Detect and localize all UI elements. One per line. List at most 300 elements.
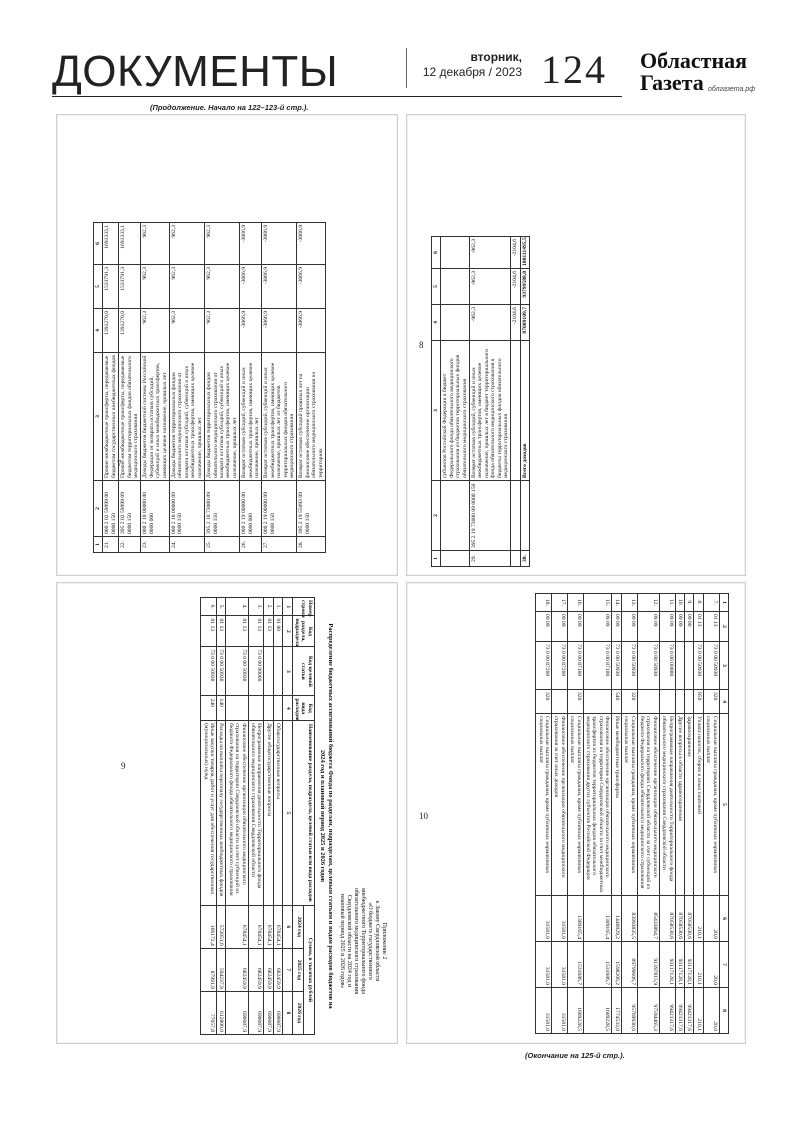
sheet10-cell: 7. bbox=[703, 594, 719, 612]
sheet10-cell: 73 0 00 50930 bbox=[637, 642, 659, 690]
sheet10-cell bbox=[552, 690, 568, 714]
sheet7-cell: 1391270,0 bbox=[119, 309, 141, 353]
sheet10-cell: 1689228,5 bbox=[567, 988, 583, 1034]
sheet10-cell: 1440029,2 bbox=[612, 896, 621, 942]
col-year-2026: 2026 год bbox=[292, 991, 303, 1034]
sheet9-cell: 4. bbox=[226, 598, 248, 616]
sheet9-cell: 240 bbox=[201, 696, 217, 721]
sheet10-cell: 8. bbox=[694, 594, 703, 612]
sheet7-cell: 25. bbox=[205, 537, 240, 553]
sheet10-cell: 31581,0 bbox=[552, 942, 568, 988]
table-row bbox=[470, 237, 511, 567]
sheet10-cell: 73 0 00 50930 bbox=[694, 642, 703, 690]
table-row bbox=[297, 223, 326, 553]
sheet7-cell: 000 2 02 59999 00 0000 150 bbox=[103, 481, 119, 537]
sheet7-col-num: 2 bbox=[94, 481, 103, 537]
sheet8-col-num: 5 bbox=[432, 269, 441, 305]
sheet9-cell: 6. bbox=[201, 598, 217, 616]
sheet10-cell: Социальные выплаты гражданам, кроме публичных нормативных социальных выплат bbox=[703, 714, 719, 896]
newspaper-page-number: 124 bbox=[541, 47, 607, 92]
sheet8-col-num: 4 bbox=[432, 305, 441, 341]
sheet7-cell: 962,3 bbox=[141, 309, 170, 353]
sheet7-cell: Прочие межбюджетные трансферты, передаваемые бюджетам государственных внебюджетных фондов bbox=[103, 353, 119, 481]
sheet7-cell: 28. bbox=[297, 537, 326, 553]
sheet10-col-num: 6 bbox=[719, 896, 728, 942]
sheet8-cell: субъектов Российской Федерации в бюджет Федерального фонда обязательного медицинского страхования из бюджетов территориальных фондов обязательного медицинского страхования bbox=[441, 341, 470, 481]
sheet7-cell: 000 2 18 00000 09 0000 150 bbox=[170, 481, 205, 537]
issue-day: 12 декабря / 2023 bbox=[422, 65, 522, 79]
sheet8-cell: 395 2 19 73000 09 0000 150 bbox=[470, 481, 511, 551]
sheet9-cell: 690087,9 bbox=[264, 991, 273, 1034]
sheet10-cell: 93117128,1 bbox=[684, 942, 693, 988]
sheet10-cell: 09 09 bbox=[621, 612, 637, 642]
sheet10-cell: 83993835,5 bbox=[621, 896, 637, 942]
revenue-table-sheet-7 bbox=[93, 222, 326, 553]
sheet-page-number: 10 bbox=[419, 811, 428, 821]
sheet7-cell: -3066,9 bbox=[297, 223, 326, 265]
sheet8-cell: 100111495,5 bbox=[520, 237, 529, 269]
table-row bbox=[201, 598, 217, 1035]
sheet10-cell: 16. bbox=[567, 594, 583, 612]
sheet10-cell: Социальные выплаты гражданам, кроме публичных нормативных социальных выплат bbox=[621, 714, 637, 896]
sheet7-cell: 1533791,3 bbox=[119, 265, 141, 309]
sheet10-col-num: 7 bbox=[719, 942, 728, 988]
expenses-table-sheet-10 bbox=[535, 593, 729, 1034]
sheet10-cell: 20,0 bbox=[703, 896, 719, 942]
sheet10-cell: 95769930,6 bbox=[621, 988, 637, 1034]
sheet9-cell: Другие общегосударственные вопросы bbox=[264, 721, 273, 906]
sheet8-cell: -2104,6 bbox=[511, 269, 520, 305]
sheet10-cell: 09 09 bbox=[583, 612, 612, 642]
sheet7-cell: 27. bbox=[262, 537, 297, 553]
sheet7-cell: -3066,9 bbox=[240, 309, 262, 353]
sheet10-cell: 09 09 bbox=[552, 612, 568, 642]
sheet9-col-num: 4 bbox=[283, 696, 292, 721]
table-title: Распределение бюджетных ассигнований бюджета Фонда по разделам, подразделам, целевым статьям и видам расходов бюджетов на 2024 год и плановый период 2025 и 2026 годов bbox=[319, 623, 334, 1009]
sheet10-cell: 210,1 bbox=[694, 942, 703, 988]
sheet10-cell: 01 13 bbox=[703, 612, 719, 642]
sheet7-col-num: 5 bbox=[94, 265, 103, 309]
sheet10-cell: 12. bbox=[637, 594, 659, 612]
sheet9-cell: 01 00 bbox=[273, 616, 282, 647]
sheet7-cell: Доходы бюджетов территориальных фондов обязательного медицинского страхования от возврата остатков субсидий, субвенций и иных межбюджетных трансфертов, имеющих целевое назначение, прошлых лет bbox=[205, 353, 240, 481]
sheet10-cell: Социальные выплаты гражданам, кроме публичных нормативных социальных выплат bbox=[536, 714, 552, 896]
sheet8-cell: Возврат остатков субсидий, субвенций и иных межбюджетных трансфертов, имеющих целевое назначение, прошлых лет в бюджет территориального фонда обязательного медицинского страхования в бюджеты территориальных фондов обязательного медицинского страхования bbox=[470, 341, 511, 481]
sheet7-cell: 000 2 19 00000 00 0000 000 bbox=[240, 481, 262, 537]
sheet7-cell: 000 2 18 00000 00 0000 000 bbox=[141, 481, 170, 537]
sheet10-cell: 320 bbox=[536, 690, 552, 714]
sheet10-cell: 87058530,6 bbox=[659, 896, 675, 942]
sheet9-col-num: 5 bbox=[283, 721, 292, 906]
sheet10-cell: 1389165,4 bbox=[583, 896, 612, 942]
sheet10-cell bbox=[583, 690, 612, 714]
sheet7-cell: 395 2 19 55093 09 0000 150 bbox=[297, 481, 326, 537]
sheet10-cell bbox=[684, 642, 693, 690]
table-row bbox=[659, 594, 675, 1034]
sheet7-cell: 21. bbox=[103, 537, 119, 553]
sheet7-col-num: 1 bbox=[94, 537, 103, 553]
sheet7-col-num: 4 bbox=[94, 309, 103, 353]
sheet10-cell: 20,0 bbox=[703, 988, 719, 1034]
expenses-table-sheet-9 bbox=[200, 597, 315, 1035]
sheet10-cell: 73 0 00 50930 bbox=[703, 642, 719, 690]
sheet7-cell: 962,3 bbox=[205, 265, 240, 309]
sheet10-cell bbox=[675, 690, 684, 714]
sheet10-col-num: 8 bbox=[719, 988, 728, 1034]
sheet8-col-num: 1 bbox=[432, 551, 441, 567]
sheet7-cell: 23. bbox=[141, 537, 170, 553]
sheet7-cell: 1691333,1 bbox=[119, 223, 141, 265]
sheet9-cell: 3. bbox=[248, 598, 264, 616]
sheet9-cell bbox=[264, 647, 273, 696]
sheet10-cell: 99421317,6 bbox=[659, 988, 675, 1034]
sheet10-cell: 9. bbox=[684, 594, 693, 612]
sheet10-cell: 14. bbox=[612, 594, 621, 612]
section-title: ДОКУМЕНТЫ bbox=[52, 47, 339, 96]
sheet10-col-num: 1 bbox=[719, 594, 728, 612]
sheet9-cell bbox=[273, 696, 282, 721]
sheet10-cell: Финансовое обеспечение организации обязательного медицинского страхования на территории Свердловской области за счет межбюджетных трансфертов из бюджетов территориальных фондов обязательного медицинского страхования других субъектов Российской Федерации bbox=[583, 714, 612, 896]
sheet8-cell: 87609109,7 bbox=[520, 305, 529, 341]
issue-weekday: вторник, bbox=[470, 50, 522, 64]
sheet10-cell bbox=[675, 642, 684, 690]
logo-site: облгазета.рф bbox=[708, 86, 756, 93]
sheet8-cell: -2104,6 bbox=[511, 237, 520, 269]
sheet-page-number: 8 bbox=[419, 340, 424, 350]
sheet9-cell: 01 13 bbox=[201, 616, 217, 647]
scan-sheet-9 bbox=[56, 582, 398, 1044]
sheet9-cell: 77057,8 bbox=[201, 991, 217, 1034]
sheet10-cell: Финансовое обеспечение организации обязательного медицинского страхования на территориях Свердловской области за счет субвенций из бюджета Федерального фонда обязательного медицинского страхования bbox=[637, 714, 659, 896]
table-row bbox=[703, 594, 719, 1034]
sheet10-cell: 73 0 00 87100 bbox=[567, 642, 583, 690]
sheet7-cell: 395 2 02 59999 09 0000 150 bbox=[119, 481, 141, 537]
sheet7-cell: Возврат остатков субсидий, субвенций и иных межбюджетных трансфертов, имеющих целевое назначение, прошлых лет bbox=[240, 353, 262, 481]
sheet8-col-num: 6 bbox=[432, 237, 441, 269]
sheet10-cell: 01 13 bbox=[694, 612, 703, 642]
sheet9-cell: 73 0 00 50930 bbox=[226, 647, 248, 696]
sheet9-cell: 682459,9 bbox=[264, 948, 273, 991]
sheet8-cell bbox=[441, 269, 470, 305]
sheet9-cell: 682459,9 bbox=[273, 948, 282, 991]
sheet10-cell: 73 0 00 87200 bbox=[552, 642, 568, 690]
sheet9-cell: 678454,1 bbox=[248, 905, 264, 948]
continued-from-note: (Продолжение. Начало на 122–123-й стр.). bbox=[150, 103, 309, 112]
sheet10-cell: 09 00 bbox=[684, 612, 693, 642]
sheet7-col-num: 6 bbox=[94, 223, 103, 265]
sheet10-cell: 1531686,7 bbox=[583, 942, 612, 988]
sheet9-cell: 682459,9 bbox=[248, 948, 264, 991]
sheet10-cell: 09 09 bbox=[612, 612, 621, 642]
sheet10-cell: 73 0 00 87100 bbox=[583, 642, 612, 690]
sheet10-cell bbox=[659, 690, 675, 714]
sheet10-cell: Иные межбюджетные трансферты bbox=[612, 714, 621, 896]
sheet8-cell: 30. bbox=[520, 551, 529, 567]
continued-to-note: (Окончание на 125-й стр.). bbox=[525, 1051, 625, 1060]
sheet8-cell: 29. bbox=[470, 551, 511, 567]
sheet-9-content bbox=[87, 597, 387, 1035]
sheet9-cell: 594237,9 bbox=[216, 948, 225, 991]
sheet9-cell: 678454,1 bbox=[264, 905, 273, 948]
col-expense-type: Код вида расходов bbox=[292, 696, 314, 721]
sheet10-cell: 11. bbox=[659, 594, 675, 612]
sheet10-cell: 1389165,4 bbox=[567, 896, 583, 942]
table-row bbox=[262, 223, 297, 553]
sheet10-cell: 13. bbox=[621, 594, 637, 612]
table-row bbox=[240, 223, 262, 553]
sheet-8-content bbox=[431, 237, 571, 567]
sheet10-cell: Непрограммные направления деятельности Территориального фонда обязательного медицинского страхования Свердловской области bbox=[659, 714, 675, 896]
sheet8-cell bbox=[441, 237, 470, 269]
sheet-10-content bbox=[443, 593, 729, 1033]
sheet7-cell: Возврат остатков субсидий, субвенций и иных межбюджетных трансфертов, имеющих целевое назначение, прошлых лет из бюджетов территориальных фондов обязательного медицинского страхования bbox=[262, 353, 297, 481]
sheet8-cell bbox=[441, 305, 470, 341]
sheet8-cell: Всего доходов bbox=[520, 341, 529, 481]
sheet10-cell: 20,0 bbox=[703, 942, 719, 988]
sheet8-col-num: 2 bbox=[432, 481, 441, 551]
sheet9-cell bbox=[226, 696, 248, 721]
sheet9-col-num: 7 bbox=[283, 948, 292, 991]
table-row bbox=[536, 594, 552, 1034]
sheet7-cell: -3066,9 bbox=[240, 223, 262, 265]
sheet9-col-num: 6 bbox=[283, 905, 292, 948]
sheet10-cell: 320 bbox=[703, 690, 719, 714]
table-row bbox=[141, 223, 170, 553]
sheet10-cell: 31581,0 bbox=[552, 988, 568, 1034]
sheet10-cell: 31581,0 bbox=[552, 896, 568, 942]
sheet9-cell: 678454,1 bbox=[273, 905, 282, 948]
table-row bbox=[583, 594, 612, 1034]
sheet7-col-num: 3 bbox=[94, 353, 103, 481]
sheet8-cell bbox=[441, 481, 470, 551]
col-target-code: Код целевой статьи bbox=[292, 647, 314, 696]
table-row bbox=[119, 223, 141, 553]
sheet9-cell bbox=[273, 647, 282, 696]
table-row bbox=[170, 223, 205, 553]
sheet7-cell: 962,3 bbox=[205, 309, 240, 353]
col-year-2025: 2025 год bbox=[292, 948, 303, 991]
sheet10-cell: 1774533,0 bbox=[612, 988, 621, 1034]
masthead-rule bbox=[52, 96, 622, 97]
sheet9-cell: 01 13 bbox=[216, 616, 225, 647]
sheet9-col-num: 1 bbox=[283, 598, 292, 616]
sheet9-cell: 1. bbox=[273, 598, 282, 616]
sheet9-cell: 690087,9 bbox=[248, 991, 264, 1034]
sheet7-cell: -3066,9 bbox=[262, 309, 297, 353]
sheet9-cell bbox=[248, 696, 264, 721]
sheet10-cell: 31581,0 bbox=[536, 988, 552, 1034]
sheet9-cell: 73 0 00 50930 bbox=[216, 647, 225, 696]
sheet10-cell: 93117128,1 bbox=[659, 942, 675, 988]
sheet10-cell: Финансовое обеспечение организации обязательного медицинского страхования за счет иных доходов bbox=[552, 714, 568, 896]
col-sum: Сумма, в тысячах рублей bbox=[303, 905, 314, 1034]
sheet10-cell: 09 09 bbox=[536, 612, 552, 642]
sheet10-cell: 1598206,2 bbox=[612, 942, 621, 988]
sheet9-cell: 73 0 00 50930 bbox=[201, 647, 217, 696]
table-row bbox=[248, 598, 264, 1035]
sheet8-cell bbox=[520, 481, 529, 551]
sheet7-cell: 1533791,3 bbox=[103, 265, 119, 309]
table-row bbox=[511, 237, 520, 567]
table-row bbox=[612, 594, 621, 1034]
sheet9-cell: 690087,9 bbox=[226, 991, 248, 1034]
sheet8-cell bbox=[441, 551, 470, 567]
masthead-divider bbox=[406, 48, 407, 88]
sheet9-cell: 87991,9 bbox=[201, 948, 217, 991]
sheet7-cell: Возврат остатков субсидий прошлых лет на финансовое обеспечение организации обязательного медицинского страхования на территориях bbox=[297, 353, 326, 481]
sheet10-cell: 73 0 00 50930 bbox=[612, 642, 621, 690]
sheet7-cell: -3066,9 bbox=[262, 223, 297, 265]
sheet10-col-num: 3 bbox=[719, 642, 728, 690]
sheet10-cell: 540 bbox=[612, 690, 621, 714]
sheet10-cell: 87058530,6 bbox=[675, 896, 684, 942]
sheet8-cell: 93799588,0 bbox=[520, 269, 529, 305]
sheet-page-number: 9 bbox=[121, 761, 126, 771]
sheet9-cell bbox=[264, 696, 273, 721]
sheet8-cell: -2104,6 bbox=[511, 305, 520, 341]
sheet10-col-num: 2 bbox=[719, 612, 728, 642]
sheet8-cell: -962,3 bbox=[470, 269, 511, 305]
sheet8-cell: -962,3 bbox=[470, 305, 511, 341]
sheet10-cell: 1689228,5 bbox=[583, 988, 612, 1034]
sheet9-cell: 5. bbox=[216, 598, 225, 616]
sheet10-cell bbox=[637, 690, 659, 714]
sheet10-cell: 320 bbox=[567, 690, 583, 714]
sheet7-cell: -3066,9 bbox=[240, 265, 262, 309]
sheet9-cell: 140 bbox=[216, 696, 225, 721]
logo-line-1: Областная bbox=[640, 48, 748, 73]
appendix-note: Приложение 2 к Закону Свердловской области «О бюджете государственного внебюджетного Территориального фонда обязательного медицинского страхования Свердловской области на 2024 год и плановый период 2025 и 2026 годов» bbox=[339, 887, 387, 995]
sheet10-cell: 09 09 bbox=[659, 612, 675, 642]
revenue-table-sheet-8 bbox=[431, 236, 530, 567]
sheet10-cell: 320 bbox=[621, 690, 637, 714]
sheet10-cell: 31581,0 bbox=[536, 942, 552, 988]
sheet7-cell: 24. bbox=[170, 537, 205, 553]
sheet10-cell: Другие вопросы в области здравоохранения bbox=[675, 714, 684, 896]
col-row-number: Номер строки bbox=[292, 598, 314, 616]
sheet10-cell: 210,1 bbox=[694, 988, 703, 1034]
sheet7-cell: Прочие межбюджетные трансферты, передаваемые бюджетам территориальных фондов обязательного медицинского страхования bbox=[119, 353, 141, 481]
sheet8-cell: -962,3 bbox=[470, 237, 511, 269]
scan-sheet-10 bbox=[406, 582, 746, 1044]
sheet10-cell: 93117128,1 bbox=[675, 942, 684, 988]
sheet10-cell: 17. bbox=[552, 594, 568, 612]
table-row bbox=[637, 594, 659, 1034]
sheet10-cell: 73 0 00 00000 bbox=[659, 642, 675, 690]
table-row bbox=[520, 237, 529, 567]
table-row bbox=[273, 598, 282, 1035]
sheet10-cell: 89799606,7 bbox=[621, 942, 637, 988]
table-row bbox=[694, 594, 703, 1034]
sheet10-cell: 15. bbox=[583, 594, 612, 612]
sheet10-cell: 73 0 00 87200 bbox=[536, 642, 552, 690]
sheet7-cell: 22. bbox=[119, 537, 141, 553]
table-row bbox=[552, 594, 568, 1034]
scan-sheet-8 bbox=[406, 114, 746, 576]
sheet8-cell bbox=[511, 481, 520, 551]
sheet9-cell: Непрограммные направления деятельности Территориального фонда обязательного медицинского страхования Свердловской области bbox=[248, 721, 264, 906]
sheet10-cell: 210,1 bbox=[694, 896, 703, 942]
sheet10-cell: 31581,0 bbox=[536, 896, 552, 942]
table-row bbox=[205, 223, 240, 553]
sheet10-cell: 73 0 00 50930 bbox=[621, 642, 637, 690]
sheet9-cell: 572051,6 bbox=[216, 905, 225, 948]
sheet9-cell: 106172,4 bbox=[201, 905, 217, 948]
sheet8-col-num: 3 bbox=[432, 341, 441, 481]
sheet10-cell: 87058530,6 bbox=[684, 896, 693, 942]
logo-line-2: Газета bbox=[640, 70, 704, 95]
sheet10-col-num: 5 bbox=[719, 714, 728, 896]
sheet9-col-num: 3 bbox=[283, 647, 292, 696]
sheet9-col-num: 8 bbox=[283, 991, 292, 1034]
sheet10-cell: Социальные выплаты гражданам, кроме публичных нормативных социальных выплат bbox=[567, 714, 583, 896]
sheet7-cell: 962,3 bbox=[170, 309, 205, 353]
sheet7-cell: -3066,9 bbox=[297, 309, 326, 353]
table-row bbox=[684, 594, 693, 1034]
sheet7-cell: Доходы бюджетов территориальных фондов обязательного медицинского страхования от возврата остатков субсидий, субвенций и иных межбюджетных трансфертов, имеющих целевое назначение, прошлых лет bbox=[170, 353, 205, 481]
sheet10-cell: 1531686,7 bbox=[567, 942, 583, 988]
sheet9-cell: Расходы на выплаты персоналу государственных внебюджетных фондов bbox=[216, 721, 225, 906]
sheet-7-content bbox=[93, 223, 355, 553]
sheet7-cell: -3066,9 bbox=[297, 265, 326, 309]
sheet10-cell: 18. bbox=[536, 594, 552, 612]
sheet9-cell: 2. bbox=[264, 598, 273, 616]
sheet10-col-num: 4 bbox=[719, 690, 728, 714]
table-row bbox=[621, 594, 637, 1034]
sheet7-cell: 962,3 bbox=[141, 223, 170, 265]
sheet7-cell: Доходы бюджетов бюджетной системы Российской Федерации от возврата остатков субсидий, субвенций и иных межбюджетных трансфертов, имеющих целевое назначение, прошлых лет bbox=[141, 353, 170, 481]
sheet9-cell: 01 13 bbox=[264, 616, 273, 647]
sheet7-cell: 962,3 bbox=[170, 223, 205, 265]
sheet9-cell: Общегосударственные вопросы bbox=[273, 721, 282, 906]
sheet9-cell: 682459,9 bbox=[226, 948, 248, 991]
sheet10-cell: 99421317,6 bbox=[684, 988, 693, 1034]
issue-date bbox=[412, 50, 522, 80]
sheet9-cell: 678454,1 bbox=[226, 905, 248, 948]
table-row bbox=[264, 598, 273, 1035]
sheet10-cell: Здравоохранение bbox=[684, 714, 693, 896]
sheet10-cell: 91397815,9 bbox=[637, 942, 659, 988]
sheet7-cell: 962,3 bbox=[170, 265, 205, 309]
scan-sheet-7 bbox=[56, 114, 398, 576]
sheet10-cell: 850 bbox=[694, 690, 703, 714]
sheet9-col-num: 2 bbox=[283, 616, 292, 647]
sheet10-cell: 85433864,7 bbox=[637, 896, 659, 942]
sheet10-cell: Уплата налогов, сборов и иных платежей bbox=[694, 714, 703, 896]
sheet10-cell: 09 09 bbox=[567, 612, 583, 642]
table-row bbox=[226, 598, 248, 1035]
sheet7-cell: 1691333,1 bbox=[103, 223, 119, 265]
sheet10-cell: 97594465,3 bbox=[637, 988, 659, 1034]
sheet9-cell: Иные закупки товаров, работ и услуг для обеспечения государственных (муниципальных) нужд bbox=[201, 721, 217, 906]
sheet7-cell: -3066,9 bbox=[262, 265, 297, 309]
sheet7-cell: 395 2 18 73000 09 0000 150 bbox=[205, 481, 240, 537]
sheet7-cell: 1391270,0 bbox=[103, 309, 119, 353]
sheet8-cell bbox=[511, 341, 520, 481]
sheet7-cell: 962,3 bbox=[141, 265, 170, 309]
col-name: Наименование раздела, подраздела, целевой статьи или вида расходов bbox=[292, 721, 314, 906]
sheet9-cell: 690087,9 bbox=[273, 991, 282, 1034]
table-row bbox=[567, 594, 583, 1034]
sheet9-cell: 01 13 bbox=[226, 616, 248, 647]
sheet9-cell: 73 0 00 00000 bbox=[248, 647, 264, 696]
sheet10-cell: 99421317,6 bbox=[675, 988, 684, 1034]
sheet10-cell: 10. bbox=[675, 594, 684, 612]
sheet10-cell: 09 09 bbox=[637, 612, 659, 642]
sheet-page-number: 7 bbox=[117, 459, 122, 469]
table-row bbox=[675, 594, 684, 1034]
sheet10-cell bbox=[684, 690, 693, 714]
